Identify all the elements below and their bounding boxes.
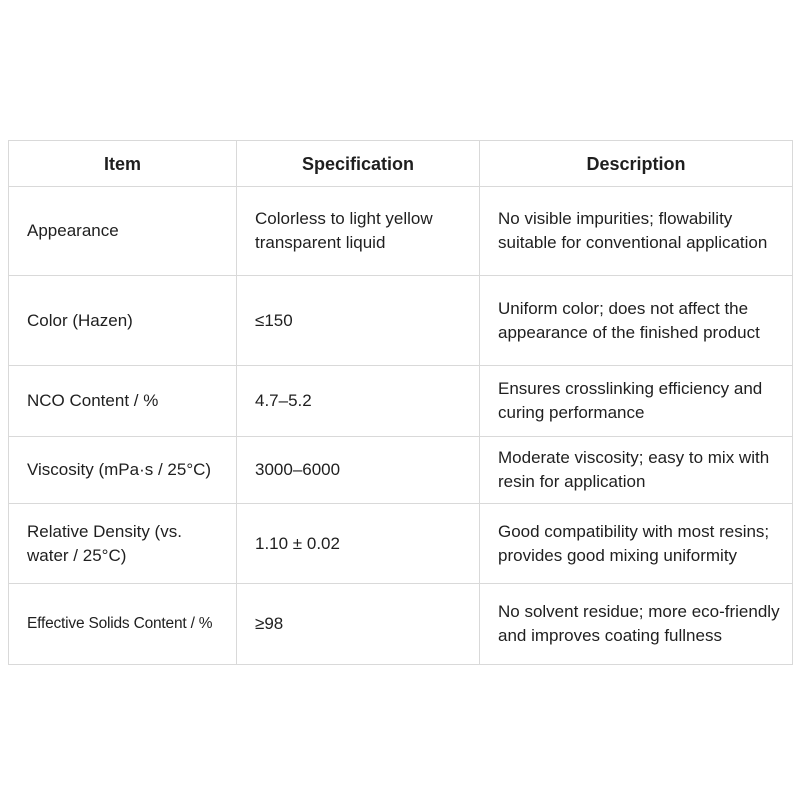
header-specification: Specification xyxy=(237,141,480,187)
cell-description: Good compatibility with most resins; provides good mixing uniformity xyxy=(480,504,793,584)
specification-table xyxy=(8,140,793,665)
table-row xyxy=(9,504,793,584)
cell-item: NCO Content / % xyxy=(9,366,237,437)
cell-specification: 3000–6000 xyxy=(237,437,480,504)
cell-specification: ≤150 xyxy=(237,276,480,366)
table-row xyxy=(9,584,793,665)
cell-specification: Colorless to light yellow transparent liquid xyxy=(237,187,480,276)
cell-description: No visible impurities; flowability suitable for conventional application xyxy=(480,187,793,276)
cell-description: Moderate viscosity; easy to mix with resin for application xyxy=(480,437,793,504)
header-item: Item xyxy=(9,141,237,187)
cell-description: No solvent residue; more eco-friendly and improves coating fullness xyxy=(480,584,793,665)
cell-item: Appearance xyxy=(9,187,237,276)
table-row xyxy=(9,437,793,504)
cell-specification: ≥98 xyxy=(237,584,480,665)
table-row xyxy=(9,187,793,276)
cell-item: Color (Hazen) xyxy=(9,276,237,366)
table-body xyxy=(9,187,793,665)
table-row xyxy=(9,366,793,437)
cell-description: Uniform color; does not affect the appearance of the finished product xyxy=(480,276,793,366)
header-row xyxy=(9,141,793,187)
cell-description: Ensures crosslinking efficiency and curing performance xyxy=(480,366,793,437)
header-description: Description xyxy=(480,141,793,187)
table-header xyxy=(9,141,793,187)
cell-item: Relative Density (vs. water / 25°C) xyxy=(9,504,237,584)
cell-specification: 1.10 ± 0.02 xyxy=(237,504,480,584)
cell-item: Viscosity (mPa·s / 25°C) xyxy=(9,437,237,504)
cell-item: Effective Solids Content / % xyxy=(9,584,237,665)
table-row xyxy=(9,276,793,366)
cell-specification: 4.7–5.2 xyxy=(237,366,480,437)
